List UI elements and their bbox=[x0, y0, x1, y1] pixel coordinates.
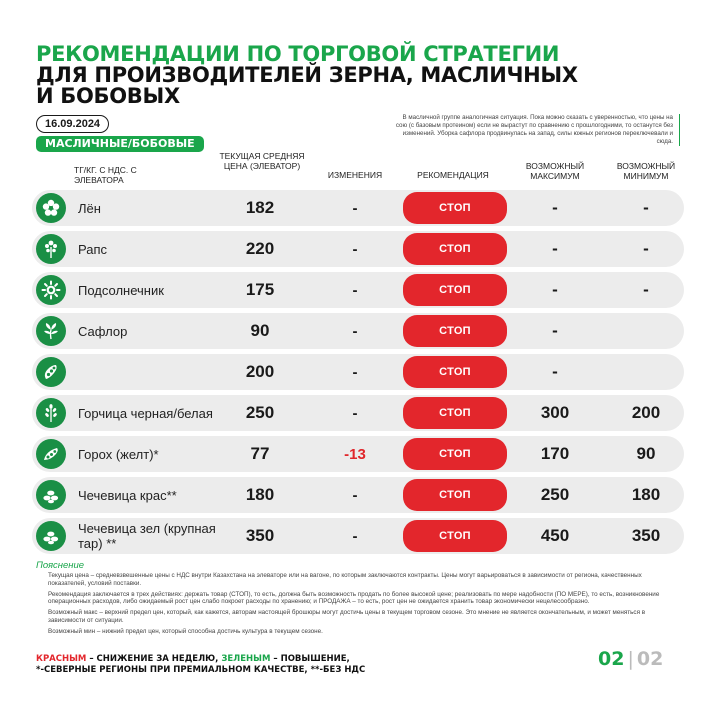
price-change: -13 bbox=[344, 445, 366, 463]
price-change: - bbox=[352, 281, 358, 299]
possible-min: - bbox=[643, 239, 649, 258]
current-price: 77 bbox=[250, 444, 270, 463]
possible-max: - bbox=[552, 321, 558, 340]
crop-name: Рапс bbox=[78, 241, 108, 257]
explanation-text bbox=[48, 572, 678, 639]
table-row bbox=[32, 313, 684, 349]
current-price: 182 bbox=[245, 198, 275, 217]
price-change: - bbox=[352, 363, 358, 381]
recommendation-badge: СТОП bbox=[403, 315, 507, 347]
title-line-3: И БОБОВЫХ bbox=[36, 84, 180, 108]
current-price: 220 bbox=[245, 239, 275, 258]
possible-max: - bbox=[552, 362, 558, 381]
table-row bbox=[32, 395, 684, 431]
header-max: ВОЗМОЖНЫЙ МАКСИМУМ bbox=[525, 161, 585, 181]
table-row bbox=[32, 272, 684, 308]
possible-min: - bbox=[643, 198, 649, 217]
recommendation-badge: СТОП bbox=[403, 356, 507, 388]
legend-footnote: *-СЕВЕРНЫЕ РЕГИОНЫ ПРИ ПРЕМИАЛЬНОМ КАЧЕСТВЕ, **-БЕЗ НДС bbox=[36, 665, 366, 675]
table-row bbox=[32, 518, 684, 554]
crop-name: Горчица черная/белая bbox=[78, 405, 213, 421]
possible-max: 450 bbox=[540, 526, 570, 545]
price-change: - bbox=[352, 527, 358, 545]
recommendation-badge: СТОП bbox=[403, 438, 507, 470]
explanation-paragraph: Рекомендация заключается в трех действиях: держать товар (СТОП), то есть, должна быть возможность продать по более высокой цене; реализовать по мере надобности (ПО МЕРЕ), то есть, возникновение операционных расходов, либо ожидаемый рост цен слабо покроет расходы по хранению; и ПРОДАЖА – то есть, рост цен не ожидается хранить товар экономически нецелесообразно. bbox=[48, 590, 660, 606]
total-pages: 02 bbox=[636, 648, 664, 670]
page-title bbox=[36, 44, 686, 107]
legend-red-word: КРАСНЫМ bbox=[36, 654, 87, 664]
explanation-paragraph: Возможный макс – верхний предел цен, который, как кажется, авторам настоящей брошюры могут достичь цены в текущем торговом сезоне. Это мнение не является окончательным, и может меняться в зависимости от ситуации. bbox=[48, 609, 646, 624]
possible-min bbox=[606, 313, 686, 349]
header-recommendation: РЕКОМЕНДАЦИЯ bbox=[417, 170, 489, 180]
crop-name bbox=[78, 354, 218, 390]
table-row bbox=[32, 436, 684, 472]
current-price: 250 bbox=[245, 403, 275, 422]
recommendation-badge: СТОП bbox=[403, 274, 507, 306]
page-indicator bbox=[598, 648, 663, 670]
recommendation-badge: СТОП bbox=[403, 479, 507, 511]
explanation-title: Пояснение bbox=[36, 560, 85, 571]
color-legend bbox=[36, 654, 365, 676]
title-line-1: РЕКОМЕНДАЦИИ ПО ТОРГОВОЙ СТРАТЕГИИ bbox=[36, 42, 560, 66]
current-price: 175 bbox=[245, 280, 275, 299]
crop-name: Чечевица зел (крупная тар) ** bbox=[78, 521, 216, 551]
possible-max: - bbox=[552, 198, 558, 217]
header-change: ИЗМЕНЕНИЯ bbox=[327, 170, 383, 180]
table-row bbox=[32, 231, 684, 267]
recommendation-badge: СТОП bbox=[403, 192, 507, 224]
current-page: 02 bbox=[598, 648, 625, 670]
possible-min bbox=[606, 354, 686, 390]
section-badge: МАСЛИЧНЫЕ/БОБОВЫЕ bbox=[36, 136, 204, 152]
lentil-icon bbox=[36, 480, 66, 510]
crop-name: Горох (желт)* bbox=[78, 446, 159, 462]
crop-name: Лён bbox=[78, 200, 101, 216]
price-change: - bbox=[352, 322, 358, 340]
header-min: ВОЗМОЖНЫЙ МИНИМУМ bbox=[616, 161, 676, 181]
recommendation-badge: СТОП bbox=[403, 233, 507, 265]
table-row bbox=[32, 190, 684, 226]
flax-flower-icon bbox=[36, 193, 66, 223]
possible-min: 350 bbox=[631, 526, 661, 545]
recommendation-badge: СТОП bbox=[403, 520, 507, 552]
current-price: 200 bbox=[245, 362, 275, 381]
price-change: - bbox=[352, 240, 358, 258]
possible-min: 200 bbox=[631, 403, 661, 422]
legend-red-text: – СНИЖЕНИЕ ЗА НЕДЕЛЮ, bbox=[86, 654, 222, 664]
recommendation-badge: СТОП bbox=[403, 397, 507, 429]
explanation-paragraph: Возможный мин – нижний предел цен, который способна достичь культура в текущем сезоне. bbox=[48, 627, 323, 635]
crop-name: Сафлор bbox=[78, 323, 128, 339]
header-unit: ТГ/КГ. С НДС. С ЭЛЕВАТОРА bbox=[74, 165, 137, 185]
possible-min: 90 bbox=[636, 444, 656, 463]
possible-max: - bbox=[552, 239, 558, 258]
price-change: - bbox=[352, 486, 358, 504]
current-price: 180 bbox=[245, 485, 275, 504]
sunflower-icon bbox=[36, 275, 66, 305]
explanation-paragraph: Текущая цена – средневзвешенные цены с НДС внутри Казахстана на элеваторе или на вагоне, по которым заключаются контракты. Цены могут варьироваться в зависимости от региона, качественных показателей, условий поставки. bbox=[48, 572, 642, 587]
safflower-icon bbox=[36, 316, 66, 346]
date-badge: 16.09.2024 bbox=[36, 115, 109, 133]
possible-max: 250 bbox=[540, 485, 570, 504]
market-note: В масличной группе аналогичная ситуация. Пока можно сказать с уверенностью, что цены на сою (с базовым протеином) если не вырастут по сравнению с прошлогодними, то останутся без изменений. Уборка сафлора продвинулась на запад, силы южных регионов переключевали и сюда. bbox=[390, 114, 680, 146]
title-line-2: ДЛЯ ПРОИЗВОДИТЕЛЕЙ ЗЕРНА, МАСЛИЧНЫХ bbox=[36, 63, 578, 87]
pea-pod-icon bbox=[36, 439, 66, 469]
possible-max: 170 bbox=[540, 444, 570, 463]
legend-green-word: ЗЕЛЕНЫМ bbox=[221, 654, 271, 664]
possible-max: - bbox=[552, 280, 558, 299]
mustard-icon bbox=[36, 398, 66, 428]
possible-min: 180 bbox=[631, 485, 661, 504]
rapeseed-icon bbox=[36, 234, 66, 264]
page-separator: | bbox=[627, 648, 634, 670]
possible-max: 300 bbox=[540, 403, 570, 422]
header-price: ТЕКУЩАЯ СРЕДНЯЯ ЦЕНА (ЭЛЕВАТОР) bbox=[219, 151, 305, 171]
crop-name: Подсолнечник bbox=[78, 282, 164, 298]
possible-min: - bbox=[643, 280, 649, 299]
table-row bbox=[32, 477, 684, 513]
crop-name: Чечевица крас** bbox=[78, 487, 177, 503]
table-row bbox=[32, 354, 684, 390]
current-price: 90 bbox=[250, 321, 270, 340]
price-change: - bbox=[352, 404, 358, 422]
soybean-icon bbox=[36, 357, 66, 387]
legend-green-text: – ПОВЫШЕНИЕ, bbox=[270, 654, 350, 664]
current-price: 350 bbox=[245, 526, 275, 545]
lentil-icon bbox=[36, 521, 66, 551]
price-change: - bbox=[352, 199, 358, 217]
